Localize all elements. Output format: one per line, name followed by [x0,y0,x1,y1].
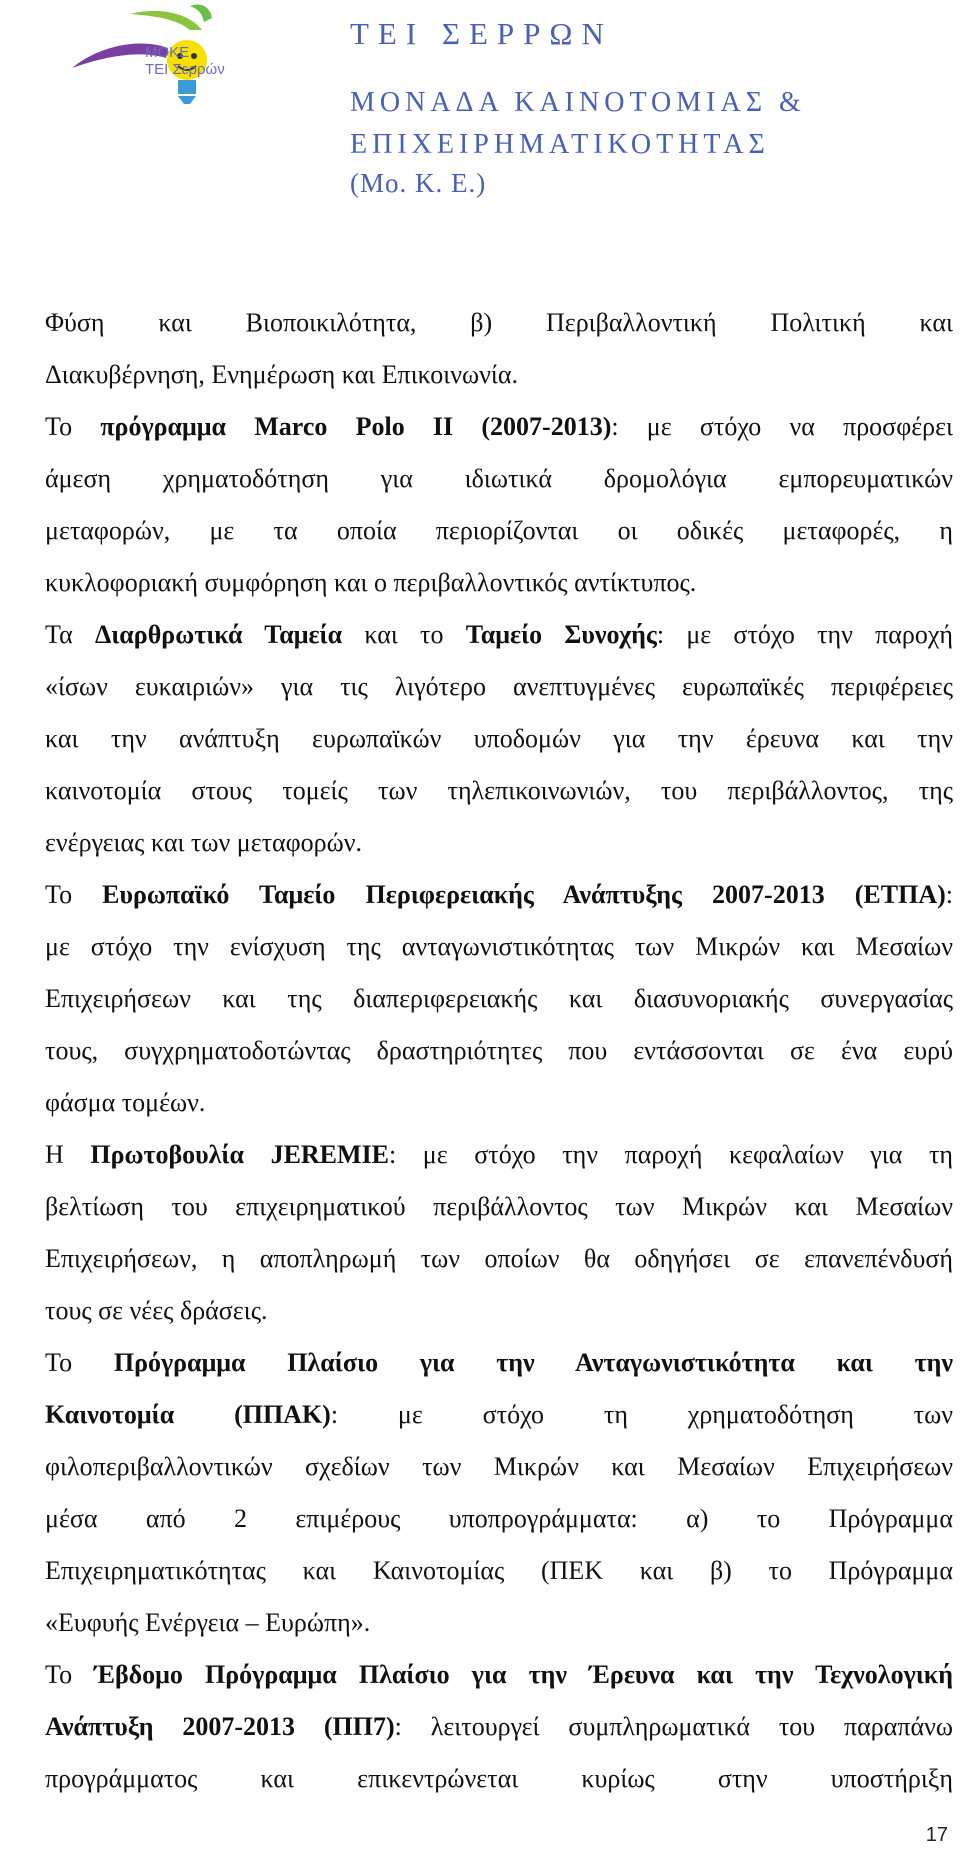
text-line: Επιχειρήσεων και της διαπεριφερειακής και διασυνοριακής συνεργασίας [45,984,953,1013]
bullet-item-cip: Το Πρόγραμμα Πλαίσιο για την Ανταγωνιστικότητα και την Καινοτομία (ΠΠΑΚ): με στόχο τη χρηματοδότηση των φιλοπεριβαλλοντικών σχεδίων των Μικρών και Μεσαίων Επιχειρήσεων μέσα από 2 επιμέρους υποπρογράμματα: α) το Πρόγραμμα Επιχειρηματικότητας και Καινοτομίας (ΠΕΚ και β) το Πρόγραμμα «Ευφυής Ενέργεια – Ευρώπη». [45,1337,953,1649]
text-line: ενέργειας και των μεταφορών. [45,828,363,857]
text-line: τους, συγχρηματοδοτώντας δραστηριότητες που εντάσσονται σε ένα ευρύ [45,1036,953,1065]
text-line: φάσμα τομέων. [45,1088,206,1117]
text-line: προγράμματος και επικεντρώνεται κυρίως στην υποστήριξη [45,1764,953,1793]
bullet-item-marco-polo: Το πρόγραμμα Marco Polo II (2007-2013): με στόχο να προσφέρει άμεση χρηματοδότηση για ιδιωτικά δρομολόγια εμπορευματικών μεταφορών, με τα οποία περιορίζονται οι οδικές μεταφορές, η κυκλοφοριακή συμφόρηση και ο περιβαλλοντικός αντίκτυπος. [45,401,953,609]
text-line: κυκλοφοριακή συμφόρηση και ο περιβαλλοντικός αντίκτυπος. [45,568,697,597]
text-line: «Ευφυής Ενέργεια – Ευρώπη». [45,1608,371,1637]
page-header [0,0,960,220]
bullet-item-fp7: Το Έβδομο Πρόγραμμα Πλαίσιο για την Έρευνα και την Τεχνολογική Ανάπτυξη 2007-2013 (ΠΠ7): λειτουργεί συμπληρωματικά του παραπάνω προγράμματος και επικεντρώνεται κυρίως στην υποστήριξη [45,1649,953,1805]
page-number: 17 [925,1824,948,1846]
bullet-item-jeremie: Η Πρωτοβουλία JEREMIE: με στόχο την παροχή κεφαλαίων για τη βελτίωση του επιχειρηματικού περιβάλλοντος των Μικρών και Μεσαίων Επιχειρήσεων, η αποπληρωμή των οποίων θα οδηγήσει σε επανεπένδυσή τους σε νέες δράσεις. [45,1129,953,1337]
text-line: φιλοπεριβαλλοντικών σχεδίων των Μικρών και Μεσαίων Επιχειρήσεων [45,1452,953,1481]
text-line: Διακυβέρνηση, Ενημέρωση και Επικοινωνία. [45,360,518,389]
text-line: «ίσων ευκαιριών» για τις λιγότερο ανεπτυγμένες ευρωπαϊκές περιφέρειες [45,672,953,701]
logo-text: ΜΟΚΕ ΤΕΙ Σερρών [145,44,225,78]
text-line: Φύση και Βιοποικιλότητα, β) Περιβαλλοντική Πολιτική και [45,308,953,337]
text-line: άμεση χρηματοδότηση για ιδιωτικά δρομολόγια εμπορευματικών [45,464,953,493]
text-line: Επιχειρήσεων, η αποπληρωμή των οποίων θα οδηγήσει σε επανεπένδυσή [45,1244,953,1273]
header-institution: ΤΕΙ ΣΕΡΡΩΝ [350,16,613,51]
document-body [45,297,953,1805]
text-line: βελτίωση του επιχειρηματικού περιβάλλοντος των Μικρών και Μεσαίων [45,1192,953,1221]
text-line: μέσα από 2 επιμέρους υποπρογράμματα: α) το Πρόγραμμα [45,1504,953,1533]
bullet-item-structural-funds: Τα Διαρθρωτικά Ταμεία και το Ταμείο Συνοχής: με στόχο την παροχή «ίσων ευκαιριών» για τις λιγότερο ανεπτυγμένες ευρωπαϊκές περιφέρειες και την ανάπτυξη ευρωπαϊκών υποδομών για την έρευνα και την καινοτομία στους τομείς των τηλεπικοινωνιών, του περιβάλλοντος, της ενέργειας και των μεταφορών. [45,609,953,869]
header-unit: ΜΟΝΑΔΑ ΚΑΙΝΟΤΟΜΙΑΣ & ΕΠΙΧΕΙΡΗΜΑΤΙΚΟΤΗΤΑΣ [350,87,806,160]
text-line: με στόχο την ενίσχυση της ανταγωνιστικότητας των Μικρών και Μεσαίων [45,932,953,961]
text-line: μεταφορών, με τα οποία περιορίζονται οι οδικές μεταφορές, η [45,516,953,545]
paragraph-continuation [45,297,953,401]
text-line: Επιχειρηματικότητας και Καινοτομίας (ΠΕΚ και β) το Πρόγραμμα [45,1556,953,1585]
bullet-item-erdf: Το Ευρωπαϊκό Ταμείο Περιφερειακής Ανάπτυξης 2007-2013 (ΕΤΠΑ): με στόχο την ενίσχυση της ανταγωνιστικότητας των Μικρών και Μεσαίων Επιχειρήσεων και της διαπεριφερειακής και διασυνοριακής συνεργασίας τους, συγχρηματοδοτώντας δραστηριότητες που εντάσσονται σε ένα ευρύ φάσμα τομέων. [45,869,953,1129]
text-line: καινοτομία στους τομείς των τηλεπικοινωνιών, του περιβάλλοντος, της [45,776,953,805]
text-line: τους σε νέες δράσεις. [45,1296,268,1325]
header-abbr: (Μο. Κ. Ε.) [350,168,487,198]
text-line: και την ανάπτυξη ευρωπαϊκών υποδομών για την έρευνα και την [45,724,953,753]
